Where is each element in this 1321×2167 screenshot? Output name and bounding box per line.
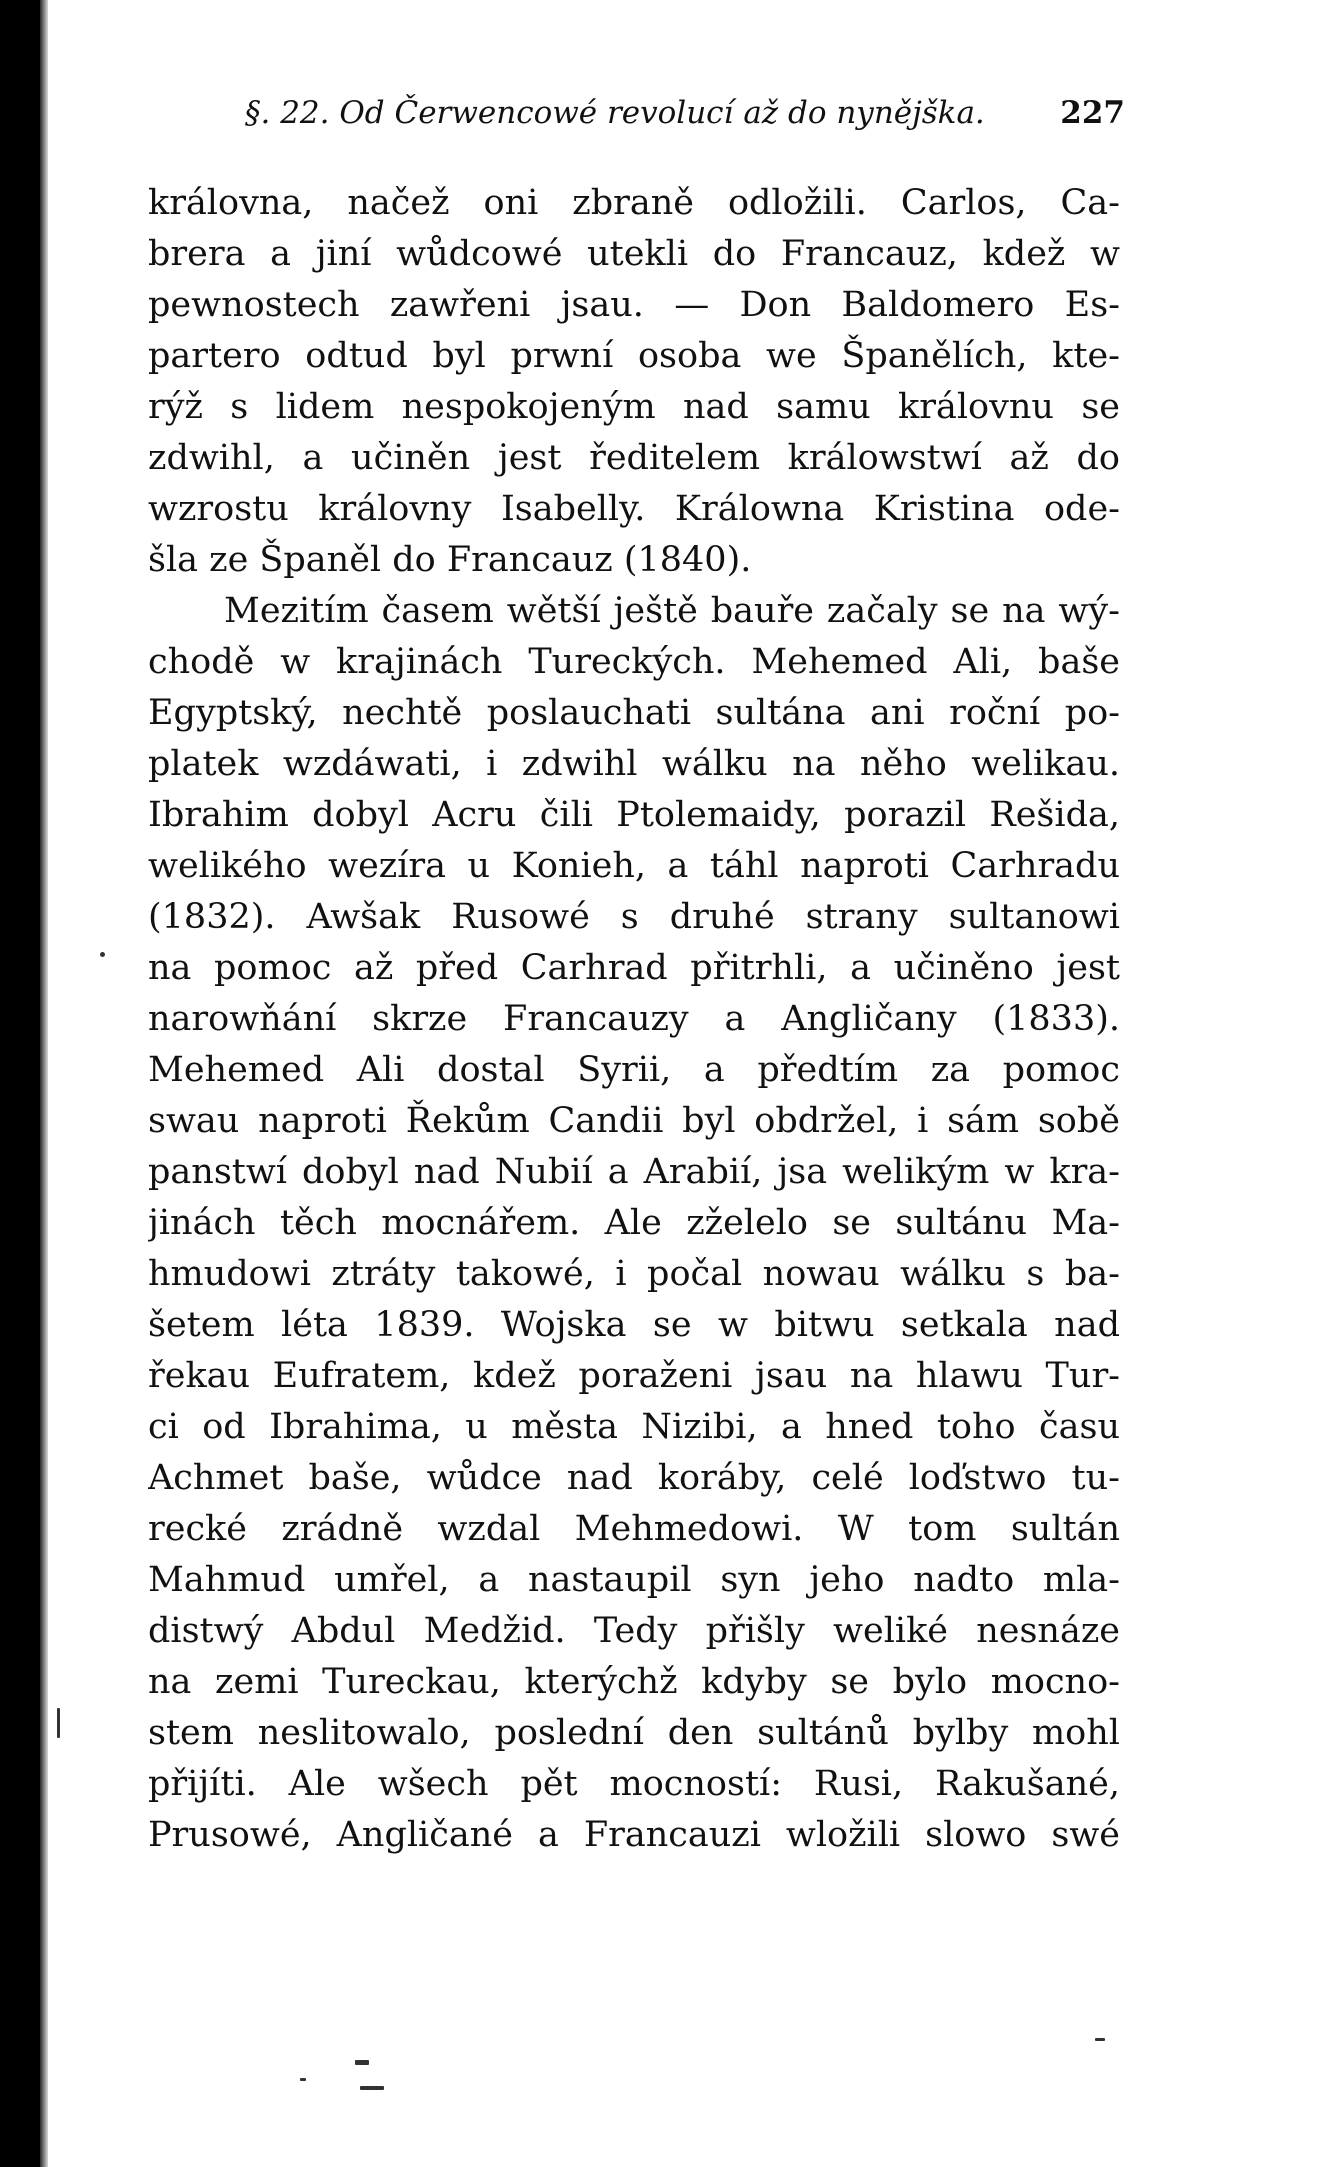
text-line: pewnostech zawřeni jsau. — Don Baldomero Es- <box>148 285 1120 325</box>
text-line: Prusowé, Angličané a Francauzi wložili slowo swé <box>148 1815 1120 1855</box>
text-line: distwý Abdul Medžid. Tedy přišly weliké nesnáze <box>148 1611 1120 1651</box>
text-line: stem neslitowalo, poslední den sultánů bylby mohl <box>148 1713 1120 1753</box>
text-line: královna, načež oni zbraně odložili. Carlos, Ca- <box>148 183 1120 223</box>
text-line: na zemi Tureckau, kterýchž kdyby se bylo mocno- <box>148 1662 1120 1702</box>
text-line: Egyptský, nechtě poslauchati sultána ani roční po- <box>148 693 1120 733</box>
text-line: hmudowi ztráty takowé, i počal nowau wálku s ba- <box>148 1254 1120 1294</box>
text-line: šla ze Španěl do Francauz (1840). <box>148 540 752 580</box>
text-line: brera a jiní wůdcowé utekli do Francauz, kdež w <box>148 234 1120 274</box>
scan-speck <box>355 2060 369 2065</box>
text-line: Mehemed Ali dostal Syrii, a předtím za pomoc <box>148 1050 1120 1090</box>
text-line: zdwihl, a učiněn jest ředitelem králowstwí až do <box>148 438 1120 478</box>
page-number: 227 <box>1060 95 1125 131</box>
text-line: welikého wezíra u Konieh, a táhl naproti Carhradu <box>148 846 1120 886</box>
text-line: Mahmud umřel, a nastaupil syn jeho nadto mla- <box>148 1560 1120 1600</box>
text-line: Ibrahim dobyl Acru čili Ptolemaidy, porazil Rešida, <box>148 795 1120 835</box>
text-line: (1832). Awšak Rusowé s druhé strany sultanowi <box>148 897 1120 937</box>
text-line: recké zrádně wzdal Mehmedowi. W tom sultán <box>148 1509 1120 1549</box>
page-binding-edge <box>40 0 48 2167</box>
text-line: ci od Ibrahima, u města Nizibi, a hned toho času <box>148 1407 1120 1447</box>
running-head <box>245 95 1125 155</box>
text-line: řekau Eufratem, kdež poraženi jsau na hlawu Tur- <box>148 1356 1120 1396</box>
scan-speck <box>360 2086 384 2090</box>
scan-speck <box>1095 2038 1105 2041</box>
text-line: jinách těch mocnářem. Ale zželelo se sultánu Ma- <box>148 1203 1120 1243</box>
text-line: na pomoc až před Carhrad přitrhli, a učiněno jest <box>148 948 1120 988</box>
scan-speck <box>300 2078 306 2081</box>
text-line: swau naproti Řekům Candii byl obdržel, i sám sobě <box>148 1101 1120 1141</box>
text-line: chodě w krajinách Tureckých. Mehemed Ali, baše <box>148 642 1120 682</box>
running-head-title: §. 22. Od Čerwencowé revolucí až do nynějška. <box>245 95 985 131</box>
text-line: partero odtud byl prwní osoba we Španělích, kte- <box>148 336 1120 376</box>
text-line: Achmet baše, wůdce nad koráby, celé loďstwo tu- <box>148 1458 1120 1498</box>
scan-speck <box>100 952 105 957</box>
text-line: rýž s lidem nespokojeným nad samu královnu se <box>148 387 1120 427</box>
text-line: narowňání skrze Francauzy a Angličany (1833). <box>148 999 1120 1039</box>
text-line: Mezitím časem wětší ještě bauře začaly se na wý- <box>224 591 1120 631</box>
body-text <box>148 178 1120 1861</box>
text-line: panstwí dobyl nad Nubií a Arabií, jsa welikým w kra- <box>148 1152 1120 1192</box>
text-line: platek wzdáwati, i zdwihl wálku na něho welikau. <box>148 744 1120 784</box>
text-line: šetem léta 1839. Wojska se w bitwu setkala nad <box>148 1305 1120 1345</box>
text-line: přijíti. Ale wšech pět mocností: Rusi, Rakušané, <box>148 1764 1120 1804</box>
scan-speck <box>57 1708 60 1738</box>
text-line: wzrostu královny Isabelly. Králowna Kristina ode- <box>148 489 1120 529</box>
